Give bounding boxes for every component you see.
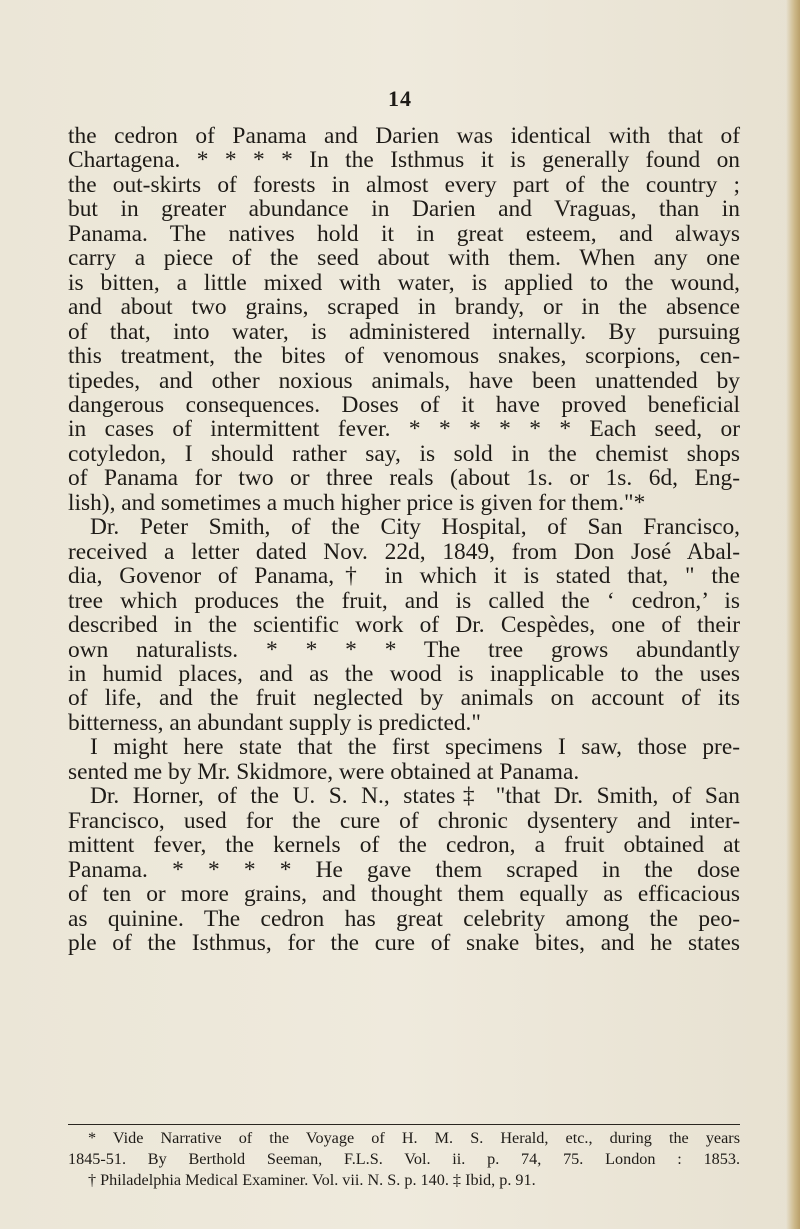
text-line: in cases of intermittent fever. * * * * * * Each seed, or (68, 416, 740, 443)
text-line: of Panama for two or three reals (about 1s. or 1s. 6d, Eng- (68, 465, 740, 492)
text-line: of life, and the fruit neglected by animals on account of its (68, 685, 740, 712)
page-edge-shading (786, 0, 800, 1229)
text-line: Dr. Horner, of the U. S. N., states‡ "that Dr. Smith, of San (90, 783, 740, 810)
text-line: Panama. * * * * He gave them scraped in the dose (68, 856, 740, 883)
page-number: 14 (388, 86, 412, 111)
text-line: and about two grains, scraped in brandy, or in the absence (68, 294, 740, 321)
footnotes (68, 1128, 740, 1191)
text-line: is bitten, a little mixed with water, is applied to the wound, (68, 269, 740, 296)
text-line: lish), and sometimes a much higher price is given for them."* (68, 489, 646, 516)
text-line: dangerous consequences. Doses of it have proved beneficial (68, 391, 740, 418)
footnote-divider (68, 1124, 740, 1125)
text-line: tipedes, and other noxious animals, have been unattended by (68, 367, 740, 394)
text-line: the out-skirts of forests in almost every part of the country ; (68, 171, 740, 198)
text-line: Francisco, used for the cure of chronic dysentery and inter- (68, 807, 740, 834)
text-line: bitterness, an abundant supply is predicted." (68, 709, 481, 736)
text-line: but in greater abundance in Darien and Vraguas, than in (68, 196, 740, 223)
footnote-line: 1845-51. By Berthold Seeman, F.L.S. Vol. ii. p. 74, 75. London : 1853. (68, 1150, 740, 1168)
footnote-line: * Vide Narrative of the Voyage of H. M. S. Herald, etc., during the years (88, 1129, 740, 1147)
text-line: of that, into water, is administered internally. By pursuing (68, 318, 740, 345)
text-line: described in the scientific work of Dr. Cespèdes, one of their (68, 612, 740, 639)
text-line: own naturalists. * * * * The tree grows abundantly (68, 636, 740, 663)
body-text (68, 124, 740, 955)
text-line: received a letter dated Nov. 22d, 1849, from Don José Abal- (68, 538, 740, 565)
text-line: of ten or more grains, and thought them equally as efficacious (68, 881, 740, 908)
text-line: this treatment, the bites of venomous snakes, scorpions, cen- (68, 343, 740, 370)
text-line: in humid places, and as the wood is inapplicable to the uses (68, 660, 740, 687)
text-line: Dr. Peter Smith, of the City Hospital, of San Francisco, (90, 514, 740, 541)
text-line: the cedron of Panama and Darien was identical with that of (68, 123, 740, 149)
text-line: tree which produces the fruit, and is called the ‘ cedron,’ is (68, 587, 740, 614)
text-line: ple of the Isthmus, for the cure of snake bites, and he states (68, 929, 740, 956)
text-line: mittent fever, the kernels of the cedron, a fruit obtained at (68, 832, 740, 859)
text-line: dia, Govenor of Panama,† in which it is stated that, " the (68, 563, 740, 590)
text-line: cotyledon, I should rather say, is sold in the chemist shops (68, 440, 740, 467)
text-line: sented me by Mr. Skidmore, were obtained at Panama. (68, 758, 580, 785)
footnote-line: † Philadelphia Medical Examiner. Vol. vii. N. S. p. 140. ‡ Ibid, p. 91. (88, 1171, 536, 1189)
text-line: I might here state that the first specimens I saw, those pre- (90, 734, 740, 761)
text-line: carry a piece of the seed about with them. When any one (68, 245, 740, 272)
text-line: Chartagena. * * * * In the Isthmus it is generally found on (68, 147, 740, 174)
text-line: Panama. The natives hold it in great esteem, and always (68, 220, 740, 247)
text-line: as quinine. The cedron has great celebrity among the peo- (68, 905, 740, 932)
